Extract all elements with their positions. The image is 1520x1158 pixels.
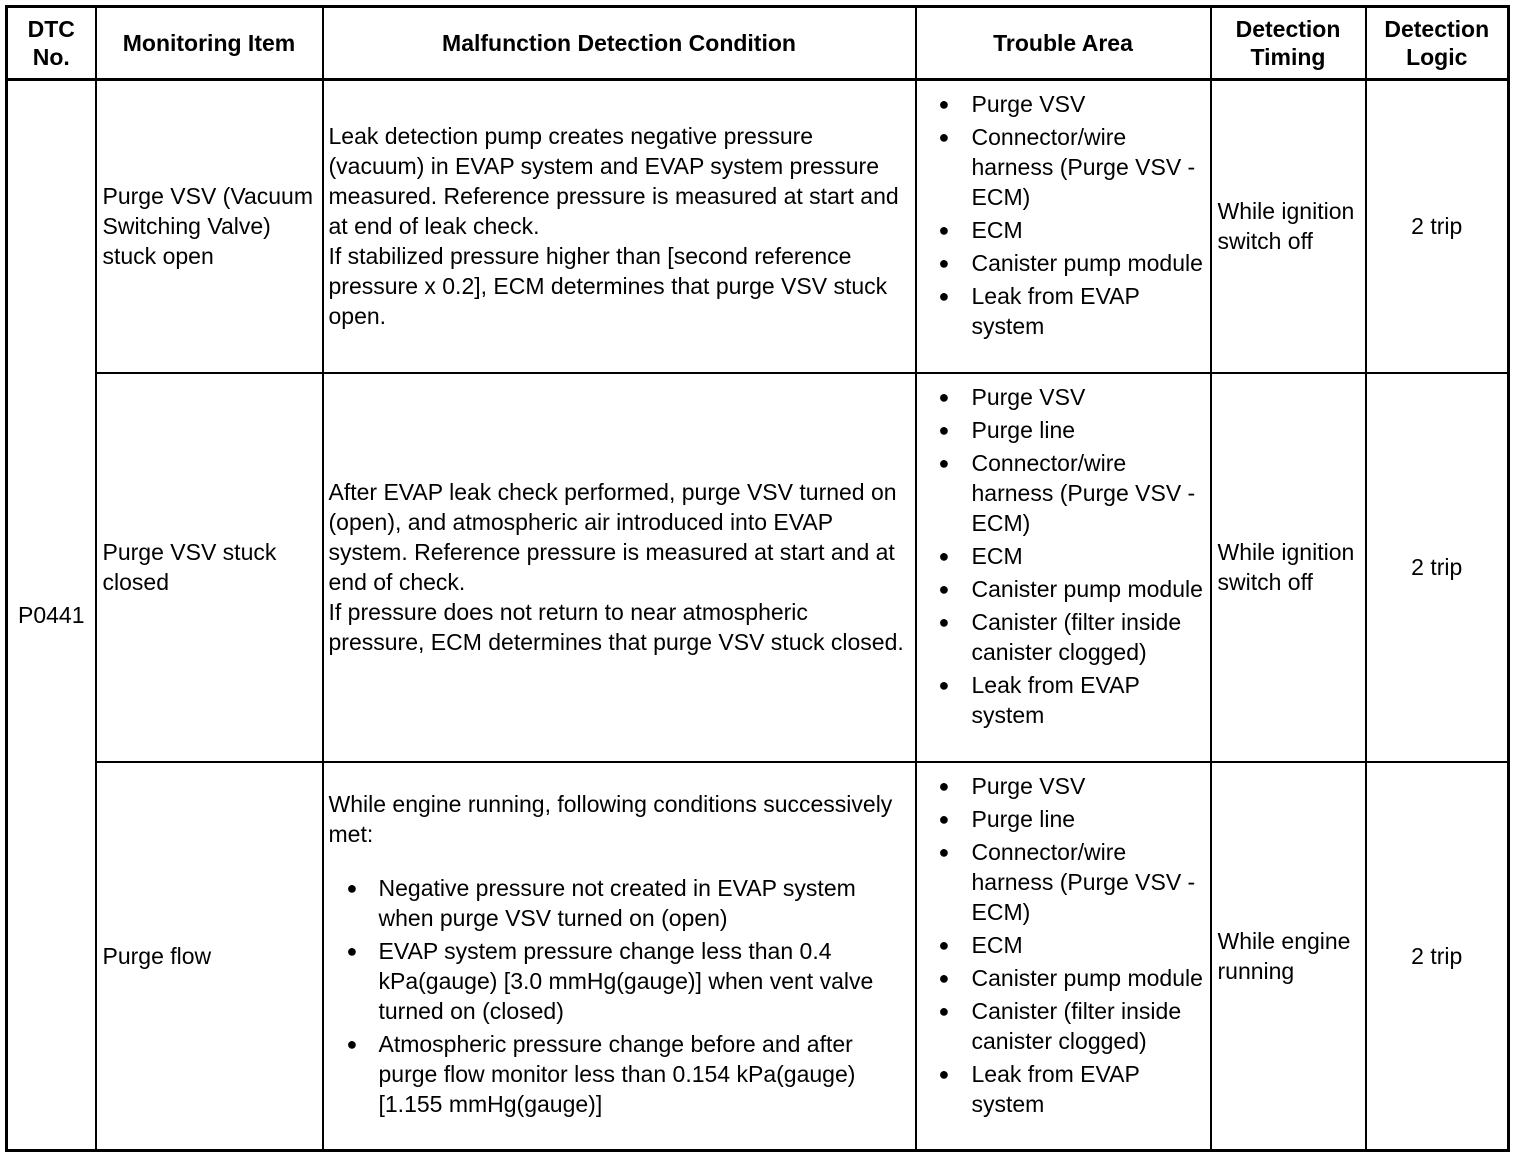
- trouble-list: [917, 382, 1210, 730]
- header-detection-timing: Detection Timing: [1211, 7, 1366, 80]
- list-item: ● Leak from EVAP system: [917, 670, 1210, 730]
- header-monitoring-item: Monitoring Item: [96, 7, 323, 80]
- list-item: ● Canister pump module: [917, 574, 1210, 604]
- trouble-list: [917, 89, 1210, 341]
- list-item: ● Canister (filter inside canister clogged): [917, 996, 1210, 1056]
- list-item: ● Negative pressure not created in EVAP system when purge VSV turned on (open): [329, 873, 909, 933]
- detection-timing: While ignition switch off: [1211, 80, 1366, 373]
- list-item: ● Purge VSV: [917, 89, 1210, 119]
- table-row: [7, 373, 1509, 762]
- detection-timing: While engine running: [1211, 762, 1366, 1151]
- list-item: ● Purge VSV: [917, 771, 1210, 801]
- detection-logic: 2 trip: [1366, 762, 1509, 1151]
- detection-timing: While ignition switch off: [1211, 373, 1366, 762]
- trouble-list: [917, 771, 1210, 1119]
- condition-paragraph: After EVAP leak check performed, purge VSV turned on (open), and atmospheric air introduced into EVAP system. Reference pressure is measured at start and at end of check.: [328, 479, 897, 595]
- monitoring-item: Purge flow: [96, 762, 323, 1151]
- detection-logic: 2 trip: [1366, 80, 1509, 373]
- list-item: ● Purge VSV: [917, 382, 1210, 412]
- condition-paragraph: Leak detection pump creates negative pressure (vacuum) in EVAP system and EVAP system pressure measured. Reference pressure is measured at start and at end of leak check.: [328, 123, 899, 240]
- list-item: ● EVAP system pressure change less than 0.4 kPa(gauge) [3.0 mmHg(gauge)] when vent valve turned on (closed): [329, 936, 909, 1026]
- list-item: ● ECM: [917, 930, 1210, 960]
- list-item: ● Connector/wire harness (Purge VSV - ECM): [917, 122, 1210, 212]
- monitoring-item: Purge VSV (Vacuum Switching Valve) stuck open: [96, 80, 323, 373]
- condition-paragraph: If pressure does not return to near atmospheric pressure, ECM determines that purge VSV stuck closed.: [328, 599, 904, 655]
- detection-logic: 2 trip: [1366, 373, 1509, 762]
- table-row: [7, 762, 1509, 1151]
- header-trouble-area: Trouble Area: [916, 7, 1211, 80]
- list-item: ● Connector/wire harness (Purge VSV - ECM): [917, 837, 1210, 927]
- header-malfunction-condition: Malfunction Detection Condition: [323, 7, 916, 80]
- list-item: ● Canister (filter inside canister clogged): [917, 607, 1210, 667]
- list-item: ● ECM: [917, 215, 1210, 245]
- malfunction-condition: [323, 373, 916, 762]
- list-item: ● Leak from EVAP system: [917, 1059, 1210, 1119]
- condition-paragraph: While engine running, following conditions successively met:: [328, 791, 893, 848]
- list-item: ● Canister pump module: [917, 248, 1210, 278]
- dtc-table: [5, 5, 1510, 1152]
- header-row: [7, 7, 1509, 80]
- malfunction-condition: [323, 762, 916, 1151]
- condition-paragraph: If stabilized pressure higher than [second reference pressure x 0.2], ECM determines that purge VSV stuck open.: [328, 243, 888, 330]
- list-item: ● Purge line: [917, 415, 1210, 445]
- list-item: ● Leak from EVAP system: [917, 281, 1210, 341]
- condition-list: [329, 873, 909, 1119]
- monitoring-item: Purge VSV stuck closed: [96, 373, 323, 762]
- trouble-area: [916, 762, 1211, 1151]
- trouble-area: [916, 80, 1211, 373]
- header-detection-logic: Detection Logic: [1366, 7, 1509, 80]
- malfunction-condition: [323, 80, 916, 373]
- dtc-code: P0441: [7, 80, 96, 1151]
- list-item: ● Canister pump module: [917, 963, 1210, 993]
- list-item: ● Purge line: [917, 804, 1210, 834]
- list-item: ● Connector/wire harness (Purge VSV - ECM): [917, 448, 1210, 538]
- list-item: ● Atmospheric pressure change before and after purge flow monitor less than 0.154 kPa(gauge) [1.155 mmHg(gauge)]: [329, 1029, 909, 1119]
- list-item: ● ECM: [917, 541, 1210, 571]
- trouble-area: [916, 373, 1211, 762]
- header-dtc-no: DTC No.: [7, 7, 96, 80]
- table-row: [7, 80, 1509, 373]
